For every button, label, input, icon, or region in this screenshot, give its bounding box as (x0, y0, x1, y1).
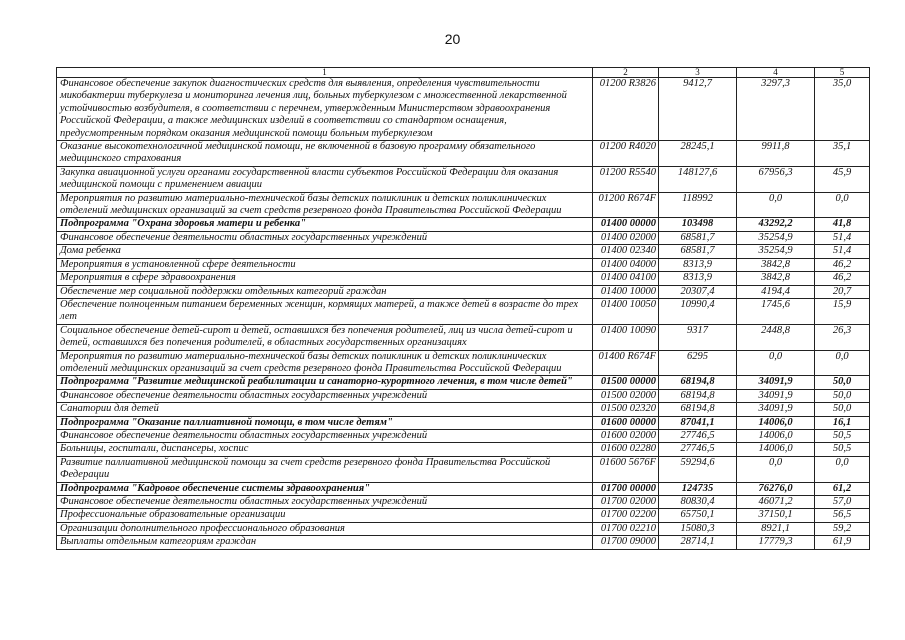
row-plan-amount: 148127,6 (659, 166, 737, 192)
row-name: Санатории для детей (57, 403, 593, 416)
row-plan-amount: 27746,5 (659, 429, 737, 442)
row-code: 01700 02200 (593, 509, 659, 522)
row-plan-amount: 59294,6 (659, 456, 737, 482)
table-row (57, 231, 870, 244)
row-code: 01600 02280 (593, 443, 659, 456)
row-name: Социальное обеспечение детей-сирот и детей, оставшихся без попечения родителей, лиц из числа детей-сирот и детей, оставшихся без попечения родителей, в областных государственных организациях (57, 324, 593, 350)
row-code: 01400 04100 (593, 272, 659, 285)
row-plan-amount: 28714,1 (659, 536, 737, 549)
row-actual-amount: 14006,0 (737, 443, 815, 456)
row-percent: 16,1 (815, 416, 870, 429)
table-row (57, 536, 870, 549)
row-actual-amount: 0,0 (737, 456, 815, 482)
row-percent: 57,0 (815, 496, 870, 509)
row-percent: 50,0 (815, 376, 870, 389)
row-actual-amount: 2448,8 (737, 324, 815, 350)
row-name: Финансовое обеспечение деятельности областных государственных учреждений (57, 496, 593, 509)
row-plan-amount: 10990,4 (659, 298, 737, 324)
row-code: 01400 10000 (593, 285, 659, 298)
table-row (57, 496, 870, 509)
row-actual-amount: 8921,1 (737, 522, 815, 535)
row-actual-amount: 0,0 (737, 350, 815, 376)
table-row (57, 416, 870, 429)
row-plan-amount: 65750,1 (659, 509, 737, 522)
column-number-row (57, 68, 870, 78)
budget-table-body (57, 68, 870, 550)
table-row (57, 482, 870, 495)
row-percent: 0,0 (815, 192, 870, 218)
table-row (57, 166, 870, 192)
row-actual-amount: 14006,0 (737, 416, 815, 429)
row-code: 01200 R4020 (593, 141, 659, 167)
column-number: 4 (737, 68, 815, 78)
row-plan-amount: 87041,1 (659, 416, 737, 429)
row-code: 01400 10050 (593, 298, 659, 324)
row-percent: 61,2 (815, 482, 870, 495)
row-plan-amount: 80830,4 (659, 496, 737, 509)
row-name: Мероприятия в сфере здравоохранения (57, 272, 593, 285)
table-row (57, 272, 870, 285)
table-row (57, 522, 870, 535)
row-code: 01600 5676F (593, 456, 659, 482)
row-percent: 26,3 (815, 324, 870, 350)
row-actual-amount: 14006,0 (737, 429, 815, 442)
row-plan-amount: 27746,5 (659, 443, 737, 456)
row-name: Подпрограмма "Кадровое обеспечение системы здравоохранения" (57, 482, 593, 495)
row-percent: 15,9 (815, 298, 870, 324)
table-row (57, 443, 870, 456)
row-code: 01400 00000 (593, 218, 659, 231)
table-row (57, 456, 870, 482)
row-percent: 20,7 (815, 285, 870, 298)
row-actual-amount: 0,0 (737, 192, 815, 218)
row-percent: 35,0 (815, 78, 870, 141)
table-row (57, 218, 870, 231)
row-actual-amount: 9911,8 (737, 141, 815, 167)
row-plan-amount: 68581,7 (659, 245, 737, 258)
row-code: 01700 09000 (593, 536, 659, 549)
row-code: 01400 04000 (593, 258, 659, 271)
row-percent: 59,2 (815, 522, 870, 535)
row-plan-amount: 68194,8 (659, 389, 737, 402)
row-plan-amount: 68194,8 (659, 403, 737, 416)
column-number: 5 (815, 68, 870, 78)
row-name: Развитие паллиативной медицинской помощи за счет средств резервного фонда Правительства Российской Федерации (57, 456, 593, 482)
table-row (57, 245, 870, 258)
row-code: 01200 R3826 (593, 78, 659, 141)
row-actual-amount: 76276,0 (737, 482, 815, 495)
table-row (57, 403, 870, 416)
row-plan-amount: 8313,9 (659, 258, 737, 271)
table-row (57, 324, 870, 350)
row-percent: 50,5 (815, 429, 870, 442)
row-percent: 0,0 (815, 456, 870, 482)
row-percent: 50,5 (815, 443, 870, 456)
row-actual-amount: 67956,3 (737, 166, 815, 192)
row-name: Закупка авиационной услуги органами государственной власти субъектов Российской Федерации для оказания медицинской помощи с применением авиации (57, 166, 593, 192)
row-percent: 51,4 (815, 245, 870, 258)
row-name: Обеспечение полноценным питанием беременных женщин, кормящих матерей, а также детей в возрасте до трех лет (57, 298, 593, 324)
row-name: Финансовое обеспечение деятельности областных государственных учреждений (57, 429, 593, 442)
row-code: 01600 02000 (593, 429, 659, 442)
row-code: 01400 10090 (593, 324, 659, 350)
row-code: 01600 00000 (593, 416, 659, 429)
budget-table (56, 67, 870, 550)
row-actual-amount: 46071,2 (737, 496, 815, 509)
table-row (57, 141, 870, 167)
row-plan-amount: 103498 (659, 218, 737, 231)
row-percent: 51,4 (815, 231, 870, 244)
row-percent: 56,5 (815, 509, 870, 522)
row-actual-amount: 35254,9 (737, 245, 815, 258)
page-number: 20 (444, 31, 461, 47)
row-actual-amount: 34091,9 (737, 403, 815, 416)
row-code: 01200 R5540 (593, 166, 659, 192)
row-percent: 50,0 (815, 403, 870, 416)
row-code: 01700 02000 (593, 496, 659, 509)
table-row (57, 192, 870, 218)
row-percent: 61,9 (815, 536, 870, 549)
row-plan-amount: 68581,7 (659, 231, 737, 244)
column-number: 2 (593, 68, 659, 78)
row-actual-amount: 1745,6 (737, 298, 815, 324)
table-row (57, 389, 870, 402)
row-name: Финансовое обеспечение деятельности областных государственных учреждений (57, 231, 593, 244)
row-name: Мероприятия в установленной сфере деятельности (57, 258, 593, 271)
table-row (57, 376, 870, 389)
row-percent: 35,1 (815, 141, 870, 167)
table-row (57, 350, 870, 376)
row-actual-amount: 35254,9 (737, 231, 815, 244)
row-name: Подпрограмма "Охрана здоровья матери и ребенка" (57, 218, 593, 231)
row-plan-amount: 9412,7 (659, 78, 737, 141)
row-code: 01500 00000 (593, 376, 659, 389)
row-code: 01700 00000 (593, 482, 659, 495)
row-percent: 0,0 (815, 350, 870, 376)
row-name: Выплаты отдельным категориям граждан (57, 536, 593, 549)
row-percent: 45,9 (815, 166, 870, 192)
row-code: 01400 02000 (593, 231, 659, 244)
column-number: 1 (57, 68, 593, 78)
column-number: 3 (659, 68, 737, 78)
table-row (57, 429, 870, 442)
row-name: Финансовое обеспечение деятельности областных государственных учреждений (57, 389, 593, 402)
row-name: Финансовое обеспечение закупок диагностических средств для выявления, определения чувствительности микобактерии туберкулеза и мониторинга лечения лиц, больных туберкулезом с множественной лекарственной устойчивостью возбудителя, в соответствии с перечнем, утвержденным Министерством здравоохранения Российской Федерации, а также медицинских изделий в соответствии со стандартом оснащения, предусмотренным порядком оказания медицинской помощи больным туберкулезом (57, 78, 593, 141)
row-name: Подпрограмма "Оказание паллиативной помощи, в том числе детям" (57, 416, 593, 429)
row-plan-amount: 6295 (659, 350, 737, 376)
row-name: Обеспечение мер социальной поддержки отдельных категорий граждан (57, 285, 593, 298)
row-actual-amount: 43292,2 (737, 218, 815, 231)
row-actual-amount: 37150,1 (737, 509, 815, 522)
row-actual-amount: 34091,9 (737, 389, 815, 402)
row-plan-amount: 68194,8 (659, 376, 737, 389)
row-percent: 46,2 (815, 258, 870, 271)
row-code: 01500 02000 (593, 389, 659, 402)
row-plan-amount: 28245,1 (659, 141, 737, 167)
row-name: Больницы, госпитали, диспансеры, хоспис (57, 443, 593, 456)
row-plan-amount: 9317 (659, 324, 737, 350)
row-actual-amount: 34091,9 (737, 376, 815, 389)
table-row (57, 258, 870, 271)
row-actual-amount: 3842,8 (737, 272, 815, 285)
row-actual-amount: 17779,3 (737, 536, 815, 549)
table-row (57, 78, 870, 141)
row-percent: 46,2 (815, 272, 870, 285)
row-name: Профессиональные образовательные организации (57, 509, 593, 522)
row-percent: 41,8 (815, 218, 870, 231)
row-plan-amount: 15080,3 (659, 522, 737, 535)
table-row (57, 285, 870, 298)
row-actual-amount: 3297,3 (737, 78, 815, 141)
row-name: Подпрограмма "Развитие медицинской реабилитации и санаторно-курортного лечения, в том числе детей" (57, 376, 593, 389)
row-actual-amount: 3842,8 (737, 258, 815, 271)
row-code: 01200 R674F (593, 192, 659, 218)
row-code: 01400 02340 (593, 245, 659, 258)
row-code: 01700 02210 (593, 522, 659, 535)
row-code: 01500 02320 (593, 403, 659, 416)
row-name: Оказание высокотехнологичной медицинской помощи, не включенной в базовую программу обязательного медицинского страхования (57, 141, 593, 167)
row-percent: 50,0 (815, 389, 870, 402)
row-plan-amount: 118992 (659, 192, 737, 218)
row-name: Мероприятия по развитию материально-технической базы детских поликлиник и детских поликлинических отделений медицинских организаций за счет средств резервного фонда Правительства Российской Федерации (57, 350, 593, 376)
row-code: 01400 R674F (593, 350, 659, 376)
row-name: Дома ребенка (57, 245, 593, 258)
row-name: Организации дополнительного профессионального образования (57, 522, 593, 535)
row-actual-amount: 4194,4 (737, 285, 815, 298)
row-plan-amount: 8313,9 (659, 272, 737, 285)
row-name: Мероприятия по развитию материально-технической базы детских поликлиник и детских поликлинических отделений медицинских организаций за счет средств резервного фонда Правительства Российской Федерации (57, 192, 593, 218)
row-plan-amount: 124735 (659, 482, 737, 495)
row-plan-amount: 20307,4 (659, 285, 737, 298)
table-row (57, 298, 870, 324)
table-row (57, 509, 870, 522)
